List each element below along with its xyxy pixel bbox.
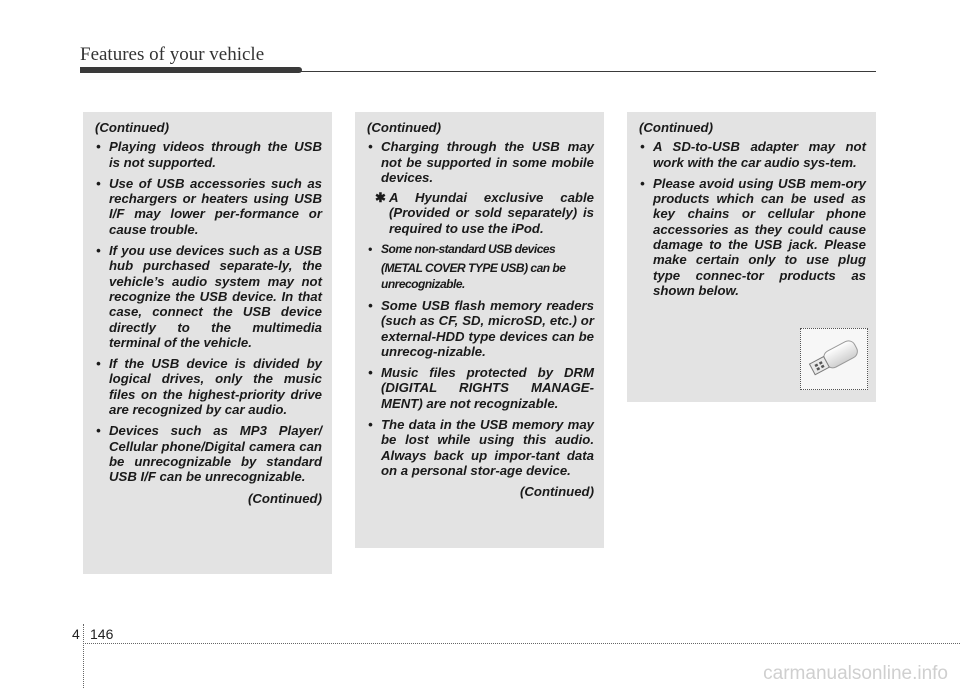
continued-label-top: (Continued) <box>95 120 169 135</box>
info-panel-1 <box>83 112 332 574</box>
continued-label-top: (Continued) <box>367 120 441 135</box>
watermark[interactable]: carmanualsonline.info <box>763 663 948 684</box>
list-item: • If the USB device is divided by logical drives, only the music files on the highest-priority drive are recognized by car audio. <box>95 356 322 417</box>
page-header-title: Features of your vehicle <box>80 44 265 65</box>
continued-label-bottom: (Continued) <box>520 484 594 500</box>
list-item-continuation: (METAL COVER TYPE USB) can be unrecognizable. <box>381 261 566 291</box>
header-rule <box>80 71 876 72</box>
chapter-number: 4 <box>72 626 80 642</box>
continued-label-top: (Continued) <box>639 120 713 135</box>
usb-image-frame <box>800 328 868 390</box>
list-item: • Music files protected by DRM (DIGITAL RIGHTS MANAGE-MENT) are not recognizable. <box>367 365 594 411</box>
list-item: • A SD-to-USB adapter may not work with the car audio sys-tem. <box>639 139 866 170</box>
list-item: • Some USB flash memory readers (such as CF, SD, microSD, etc.) or external-HDD type devices can be unrecog-nizable. <box>367 298 594 359</box>
list-item: • Playing videos through the USB is not supported. <box>95 139 322 170</box>
info-panel-2 <box>355 112 604 548</box>
continued-label-bottom: (Continued) <box>248 490 322 506</box>
page-number: 146 <box>90 626 114 642</box>
list-item: • If you use devices such as a USB hub purchased separate-ly, the vehicle’s audio system may not recognize the USB device. In that case, connect the USB device directly to the multimedia terminal of the vehicle. <box>95 243 322 350</box>
list-item: • Devices such as MP3 Player/ Cellular phone/Digital camera can be unrecognizable by standard USB I/F can be unrecognizable. <box>95 423 322 484</box>
note <box>367 190 594 236</box>
note-text: A Hyundai exclusive cable (Provided or sold separately) is required to use the iPod. <box>389 190 594 236</box>
list-item: • The data in the USB memory may be lost while using this audio. Always back up impor-tant data on a personal stor-age device. <box>367 417 594 478</box>
footer-rule <box>83 643 960 644</box>
bullet-list <box>367 298 594 478</box>
bullet-list <box>367 139 594 185</box>
list-item: • Some non-standard USB devices <box>367 242 594 257</box>
info-panel-3 <box>627 112 876 402</box>
header-bar <box>80 67 302 73</box>
page-separator <box>83 624 84 688</box>
bullet-list <box>367 242 594 257</box>
usb-flash-drive-icon <box>801 329 867 389</box>
list-item: • Please avoid using USB mem-ory products which can be used as key chains or cellular phone accessories as they could cause damage to the USB jack. Please make certain only to use plug type connec-tor products as shown below. <box>639 176 866 298</box>
list-item: • Use of USB accessories such as rechargers or heaters using USB I/F may lower per-formance or cause trouble. <box>95 176 322 237</box>
bullet-list <box>639 139 866 298</box>
asterisk-icon: ✱ <box>375 190 387 206</box>
bullet-list <box>95 139 322 484</box>
list-item: • Charging through the USB may not be supported in some mobile devices. <box>367 139 594 185</box>
